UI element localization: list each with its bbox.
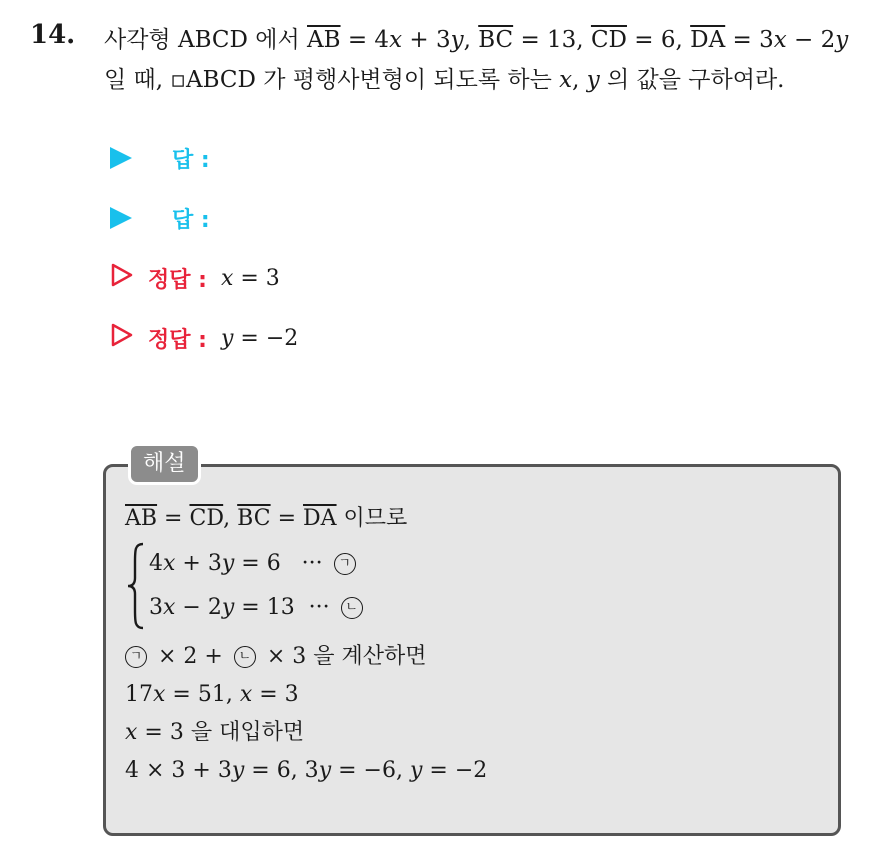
solution-line-result-1 <box>125 676 487 714</box>
var-x: x <box>239 682 253 707</box>
answer-label: 답 : <box>172 147 210 173</box>
var-y: y <box>586 67 600 93</box>
text-segment: = <box>157 506 190 531</box>
var-x: x <box>153 682 166 707</box>
text-segment: = −2 <box>233 325 299 351</box>
question-text <box>104 20 874 100</box>
solution-content <box>125 500 487 790</box>
var-y: y <box>835 27 849 53</box>
text-segment: × 3 을 계산하면 <box>259 644 427 669</box>
circled-label-1: ㄱ <box>125 646 147 668</box>
correct-answer-row-2 <box>110 308 298 368</box>
text-segment: , <box>223 506 238 531</box>
segment-bc: $\overline{BC}$ <box>237 506 271 531</box>
text-segment: = 51, <box>165 682 240 707</box>
var-y: y <box>450 27 464 53</box>
text-segment: = <box>270 506 304 531</box>
circled-label-2: ㄴ <box>234 646 256 668</box>
var-y: y <box>220 325 234 351</box>
text-segment: − 2 <box>786 27 836 53</box>
question-number: 14. <box>30 20 76 50</box>
var-x: x <box>389 27 403 53</box>
text-segment: = −2 <box>422 758 488 783</box>
var-x: x <box>163 595 176 620</box>
text-segment: − 2 <box>175 595 222 620</box>
text-segment: = 6, <box>626 27 691 53</box>
segment-cd: $\overline{CD}$ <box>590 27 627 53</box>
text-segment: = 3 <box>252 682 299 707</box>
var-x: x <box>773 27 787 53</box>
text-segment: 이므로 <box>336 506 408 531</box>
text-segment: = −6, <box>331 758 410 783</box>
text-segment: = 13, <box>513 27 591 53</box>
outline-triangle-icon <box>110 263 134 293</box>
segment-bc: $\overline{BC}$ <box>478 27 514 53</box>
answer-row-2[interactable] <box>110 188 298 248</box>
text-segment: × 2 + <box>151 644 230 669</box>
var-y: y <box>409 758 423 783</box>
question-line-1 <box>104 20 874 60</box>
correct-answer-row-1 <box>110 248 298 308</box>
answer-section <box>110 128 298 368</box>
circled-label-2: ㄴ <box>341 597 363 619</box>
solution-line-result-3 <box>125 752 487 790</box>
text-segment: = 3 <box>725 27 774 53</box>
answer-label: 답 : <box>172 207 210 233</box>
text-segment: 4 <box>149 551 163 576</box>
equation-2 <box>149 586 367 630</box>
text-segment: 일 때, ▫ABCD 가 평행사변형이 되도록 하는 <box>104 67 560 93</box>
circled-label-1: ㄱ <box>334 553 356 575</box>
var-y: y <box>221 551 235 576</box>
equation-1 <box>149 542 367 586</box>
text-segment: , <box>572 67 587 93</box>
outline-triangle-icon <box>110 323 134 353</box>
segment-da: $\overline{DA}$ <box>303 506 337 531</box>
equation-system <box>125 542 487 630</box>
play-triangle-icon <box>110 207 132 229</box>
solution-line-1 <box>125 500 487 538</box>
correct-answer-label: 정답 : <box>148 327 207 353</box>
var-y: y <box>231 758 245 783</box>
var-x: x <box>220 265 234 291</box>
play-triangle-icon <box>110 147 132 169</box>
segment-ab: $\overline{AB}$ <box>307 27 341 53</box>
text-segment: + 3 <box>402 27 451 53</box>
text-segment: = 6 ··· <box>234 551 330 576</box>
text-segment: 의 값을 구하여라. <box>599 67 785 93</box>
text-segment: 3 <box>149 595 163 620</box>
correct-answer-value <box>221 266 280 291</box>
solution-tab: 해설 <box>128 443 201 485</box>
equation-lines <box>149 542 367 630</box>
var-x: x <box>163 551 176 576</box>
text-segment: + 3 <box>175 551 222 576</box>
var-y: y <box>318 758 332 783</box>
text-segment: = 3 을 대입하면 <box>137 720 305 745</box>
text-segment: 사각형 ABCD 에서 <box>104 27 308 53</box>
var-x: x <box>559 67 573 93</box>
text-segment: 17 <box>125 682 153 707</box>
correct-answer-value <box>221 326 298 351</box>
text-segment: = 6, 3 <box>244 758 319 783</box>
text-segment: , <box>463 27 479 53</box>
var-y: y <box>221 595 235 620</box>
text-segment: = 13 ··· <box>234 595 337 620</box>
text-segment: 4 × 3 + 3 <box>125 758 232 783</box>
segment-cd: $\overline{CD}$ <box>189 506 224 531</box>
solution-line-calc <box>125 638 487 676</box>
question-line-2 <box>104 60 874 100</box>
answer-row-1[interactable] <box>110 128 298 188</box>
segment-ab: $\overline{AB}$ <box>125 506 158 531</box>
left-brace-icon <box>125 542 147 630</box>
segment-da: $\overline{DA}$ <box>690 27 726 53</box>
correct-answer-label: 정답 : <box>148 267 207 293</box>
var-x: x <box>125 720 138 745</box>
solution-line-result-2 <box>125 714 487 752</box>
text-segment: = 3 <box>233 265 280 291</box>
text-segment: = 4 <box>340 27 390 53</box>
